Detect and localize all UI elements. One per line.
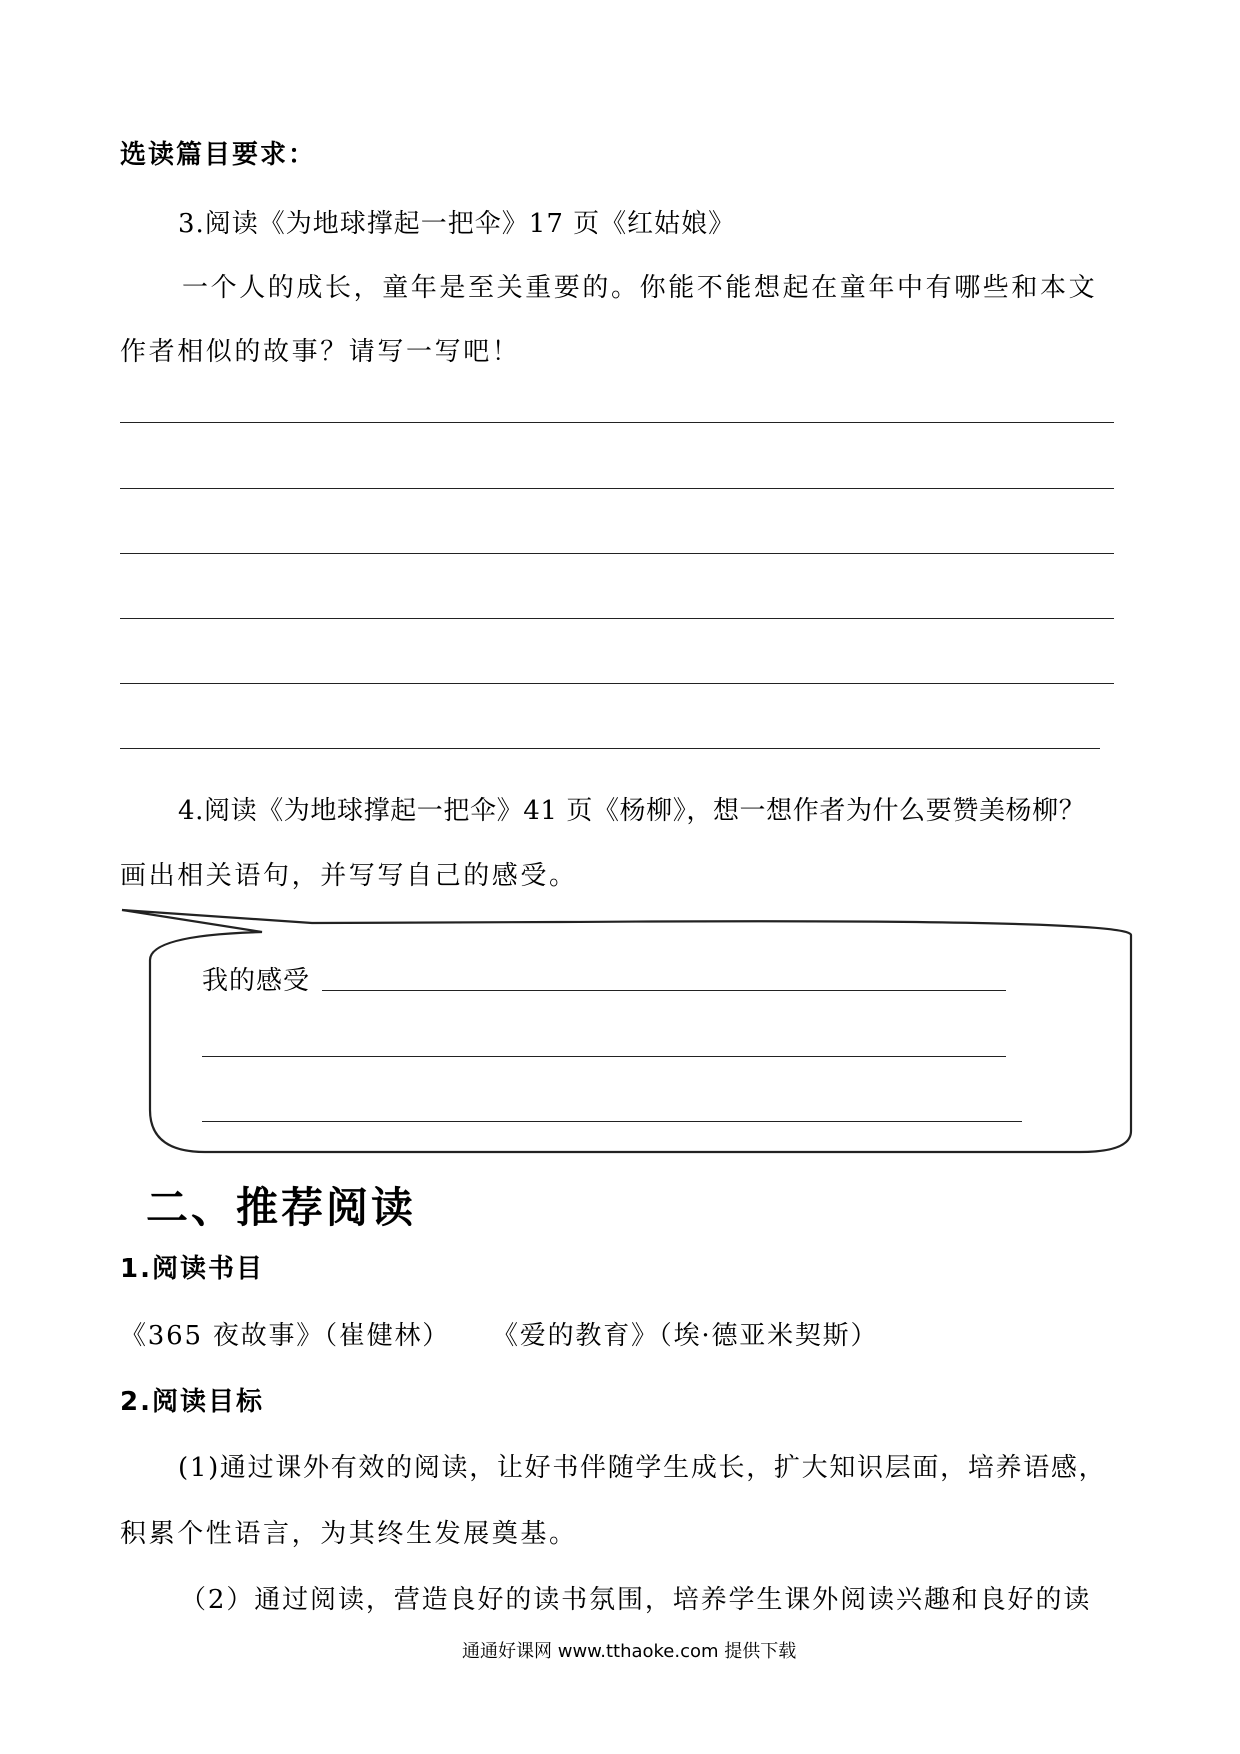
books-heading: 1.阅读书目 [120, 1254, 264, 1284]
q3-prompt: 3.阅读《为地球撑起一把伞》17 页《红姑娘》 [178, 209, 736, 239]
q4-prompt-line2: 画出相关语句，并写写自己的感受。 [120, 861, 578, 891]
goal-1-line2: 积累个性语言，为其终生发展奠基。 [120, 1519, 578, 1549]
section-title-recommended: 二、推荐阅读 [146, 1183, 417, 1232]
goal-1-line1: (1)通过课外有效的阅读，让好书伴随学生成长，扩大知识层面，培养语感， [178, 1453, 1107, 1483]
q3-text-line1: 一个人的成长，童年是至关重要的。你能不能想起在童年中有哪些和本文 [182, 273, 1098, 303]
bubble-label: 我的感受 [202, 966, 311, 996]
feeling-line-3[interactable] [202, 1121, 1022, 1122]
goals-heading: 2.阅读目标 [120, 1387, 264, 1417]
feeling-line-1[interactable] [322, 990, 1006, 991]
section-title-required: 选读篇目要求： [120, 140, 317, 170]
book-1: 《365 夜故事》（崔健林） [120, 1321, 451, 1351]
goal-2-line1: （2）通过阅读，营造良好的读书氛围，培养学生课外阅读兴趣和良好的读 [180, 1585, 1092, 1615]
footer-text: 通通好课网 www.tthaoke.com 提供下载 [462, 1641, 797, 1662]
book-2: 《爱的教育》（埃·德亚米契斯） [492, 1321, 879, 1351]
feeling-line-2[interactable] [202, 1056, 1006, 1057]
q3-text-line2: 作者相似的故事？请写一写吧！ [120, 337, 521, 367]
q4-prompt-line1: 4.阅读《为地球撑起一把伞》41 页《杨柳》，想一想作者为什么要赞美杨柳？ [178, 796, 1086, 826]
